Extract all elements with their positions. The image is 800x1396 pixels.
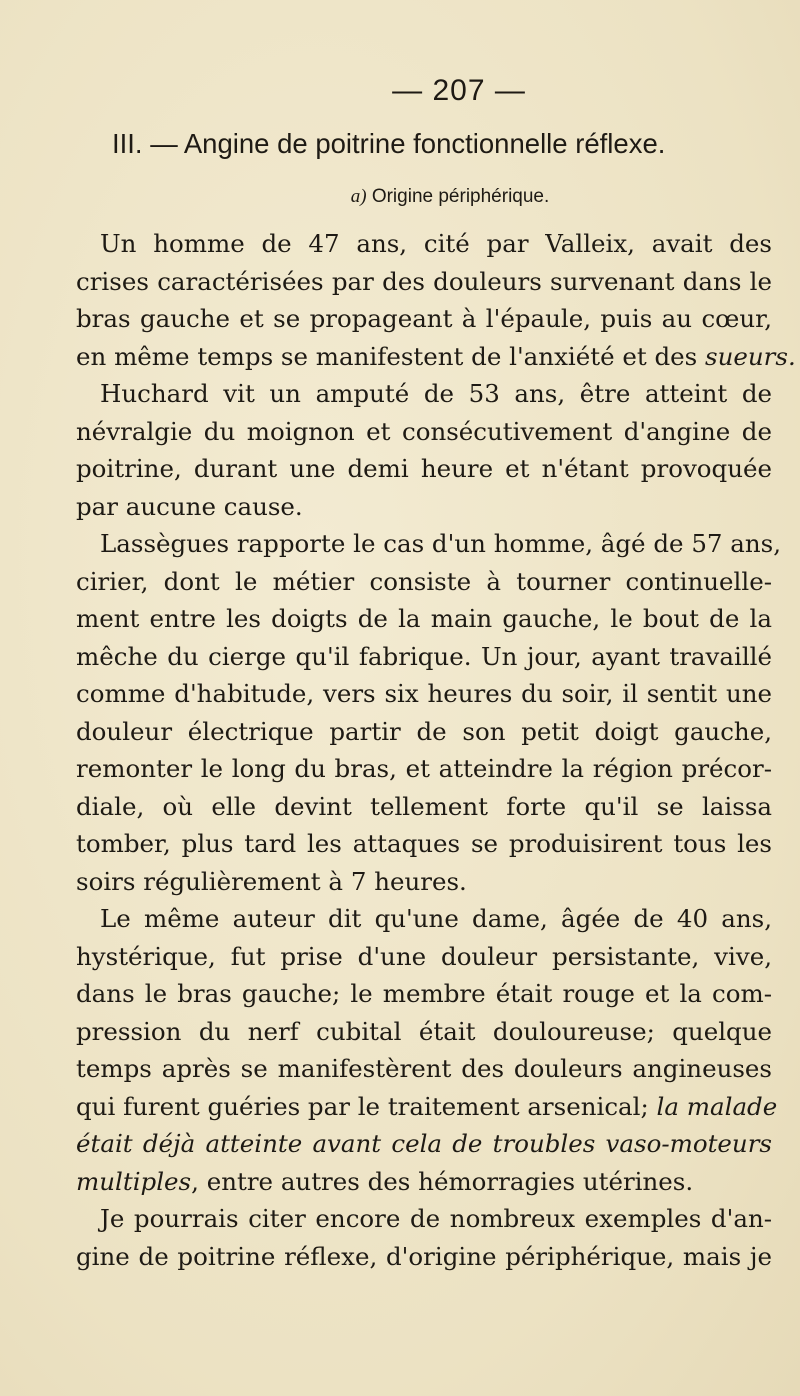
text-line-4: [76, 338, 796, 376]
text-line-23: temps après se manifestèrent des douleurs angineuses: [76, 1054, 772, 1083]
italic-multiples: multiples: [76, 1166, 192, 1196]
text-line-8: par aucune cause.: [76, 491, 303, 521]
section-heading: III. — Angine de poitrine fonctionnelle réflexe.: [112, 128, 666, 159]
text-line-14: douleur électrique partir de son petit doigt gauche,: [76, 716, 772, 746]
text-line-1: Un homme de 47 ans, cité par Valleix, avait des: [100, 229, 772, 258]
text-line-17: tomber, plus tard les attaques se produisirent tous les: [76, 829, 772, 858]
text-line-4-start: en même temps se manifestent de l'anxiété et des: [76, 341, 706, 371]
subheading-letter: a): [350, 186, 367, 207]
text-line-20: hystérique, fut prise d'une douleur persistante, vive,: [76, 941, 772, 971]
text-line-10: cirier, dont le métier consiste à tourner continuelle-: [76, 566, 772, 596]
text-line-11: ment entre les doigts de la main gauche, le bout de la: [76, 604, 772, 633]
text-line-3: bras gauche et se propageant à l'épaule, puis au cœur,: [76, 304, 772, 333]
text-line-9: Lassègues rapporte le cas d'un homme, âgé de 57 ans,: [100, 529, 782, 558]
text-line-26: [76, 1163, 772, 1201]
text-line-18: soirs régulièrement à 7 heures.: [76, 866, 467, 896]
text-line-7: poitrine, durant une demi heure et n'étant provoquée: [76, 454, 772, 483]
text-line-26-rest: , entre autres des hémorragies utérines.: [191, 1166, 694, 1196]
text-line-25: était déjà atteinte avant cela de troubles vaso-moteurs: [76, 1129, 772, 1158]
text-line-16: diale, où elle devint tellement forte qu'il se laissa: [76, 791, 772, 821]
text-line-28: gine de poitrine réflexe, d'origine périphérique, mais je: [76, 1241, 772, 1271]
text-line-2: crises caractérisées par des douleurs survenant dans le: [76, 266, 772, 296]
italic-la-malade: la malade: [656, 1091, 778, 1121]
text-line-19: Le même auteur dit qu'une dame, âgée de 40 ans,: [100, 904, 772, 933]
italic-sueurs: sueurs.: [705, 341, 796, 371]
page-number: — 207 —: [392, 74, 526, 107]
text-line-6: névralgie du moignon et consécutivement d'angine de: [76, 416, 772, 446]
text-line-21: dans le bras gauche; le membre était rouge et la com-: [76, 979, 772, 1008]
text-line-13: comme d'habitude, vers six heures du soir, il sentit une: [76, 679, 772, 708]
text-line-27: Je pourrais citer encore de nombreux exemples d'an-: [100, 1204, 772, 1233]
text-line-12: mêche du cierge qu'il fabrique. Un jour, ayant travaillé: [76, 641, 772, 671]
text-line-24: [76, 1088, 778, 1126]
body-text: [76, 225, 796, 1275]
text-line-22: pression du nerf cubital était douloureuse; quelque: [76, 1016, 772, 1046]
subheading-text: Origine périphérique.: [371, 186, 550, 207]
section-subheading: [0, 186, 800, 208]
text-line-5: Huchard vit un amputé de 53 ans, être atteint de: [100, 379, 772, 408]
text-line-15: remonter le long du bras, et atteindre la région précor-: [76, 754, 772, 783]
text-line-24-start: qui furent guéries par le traitement arsenical;: [76, 1091, 657, 1121]
